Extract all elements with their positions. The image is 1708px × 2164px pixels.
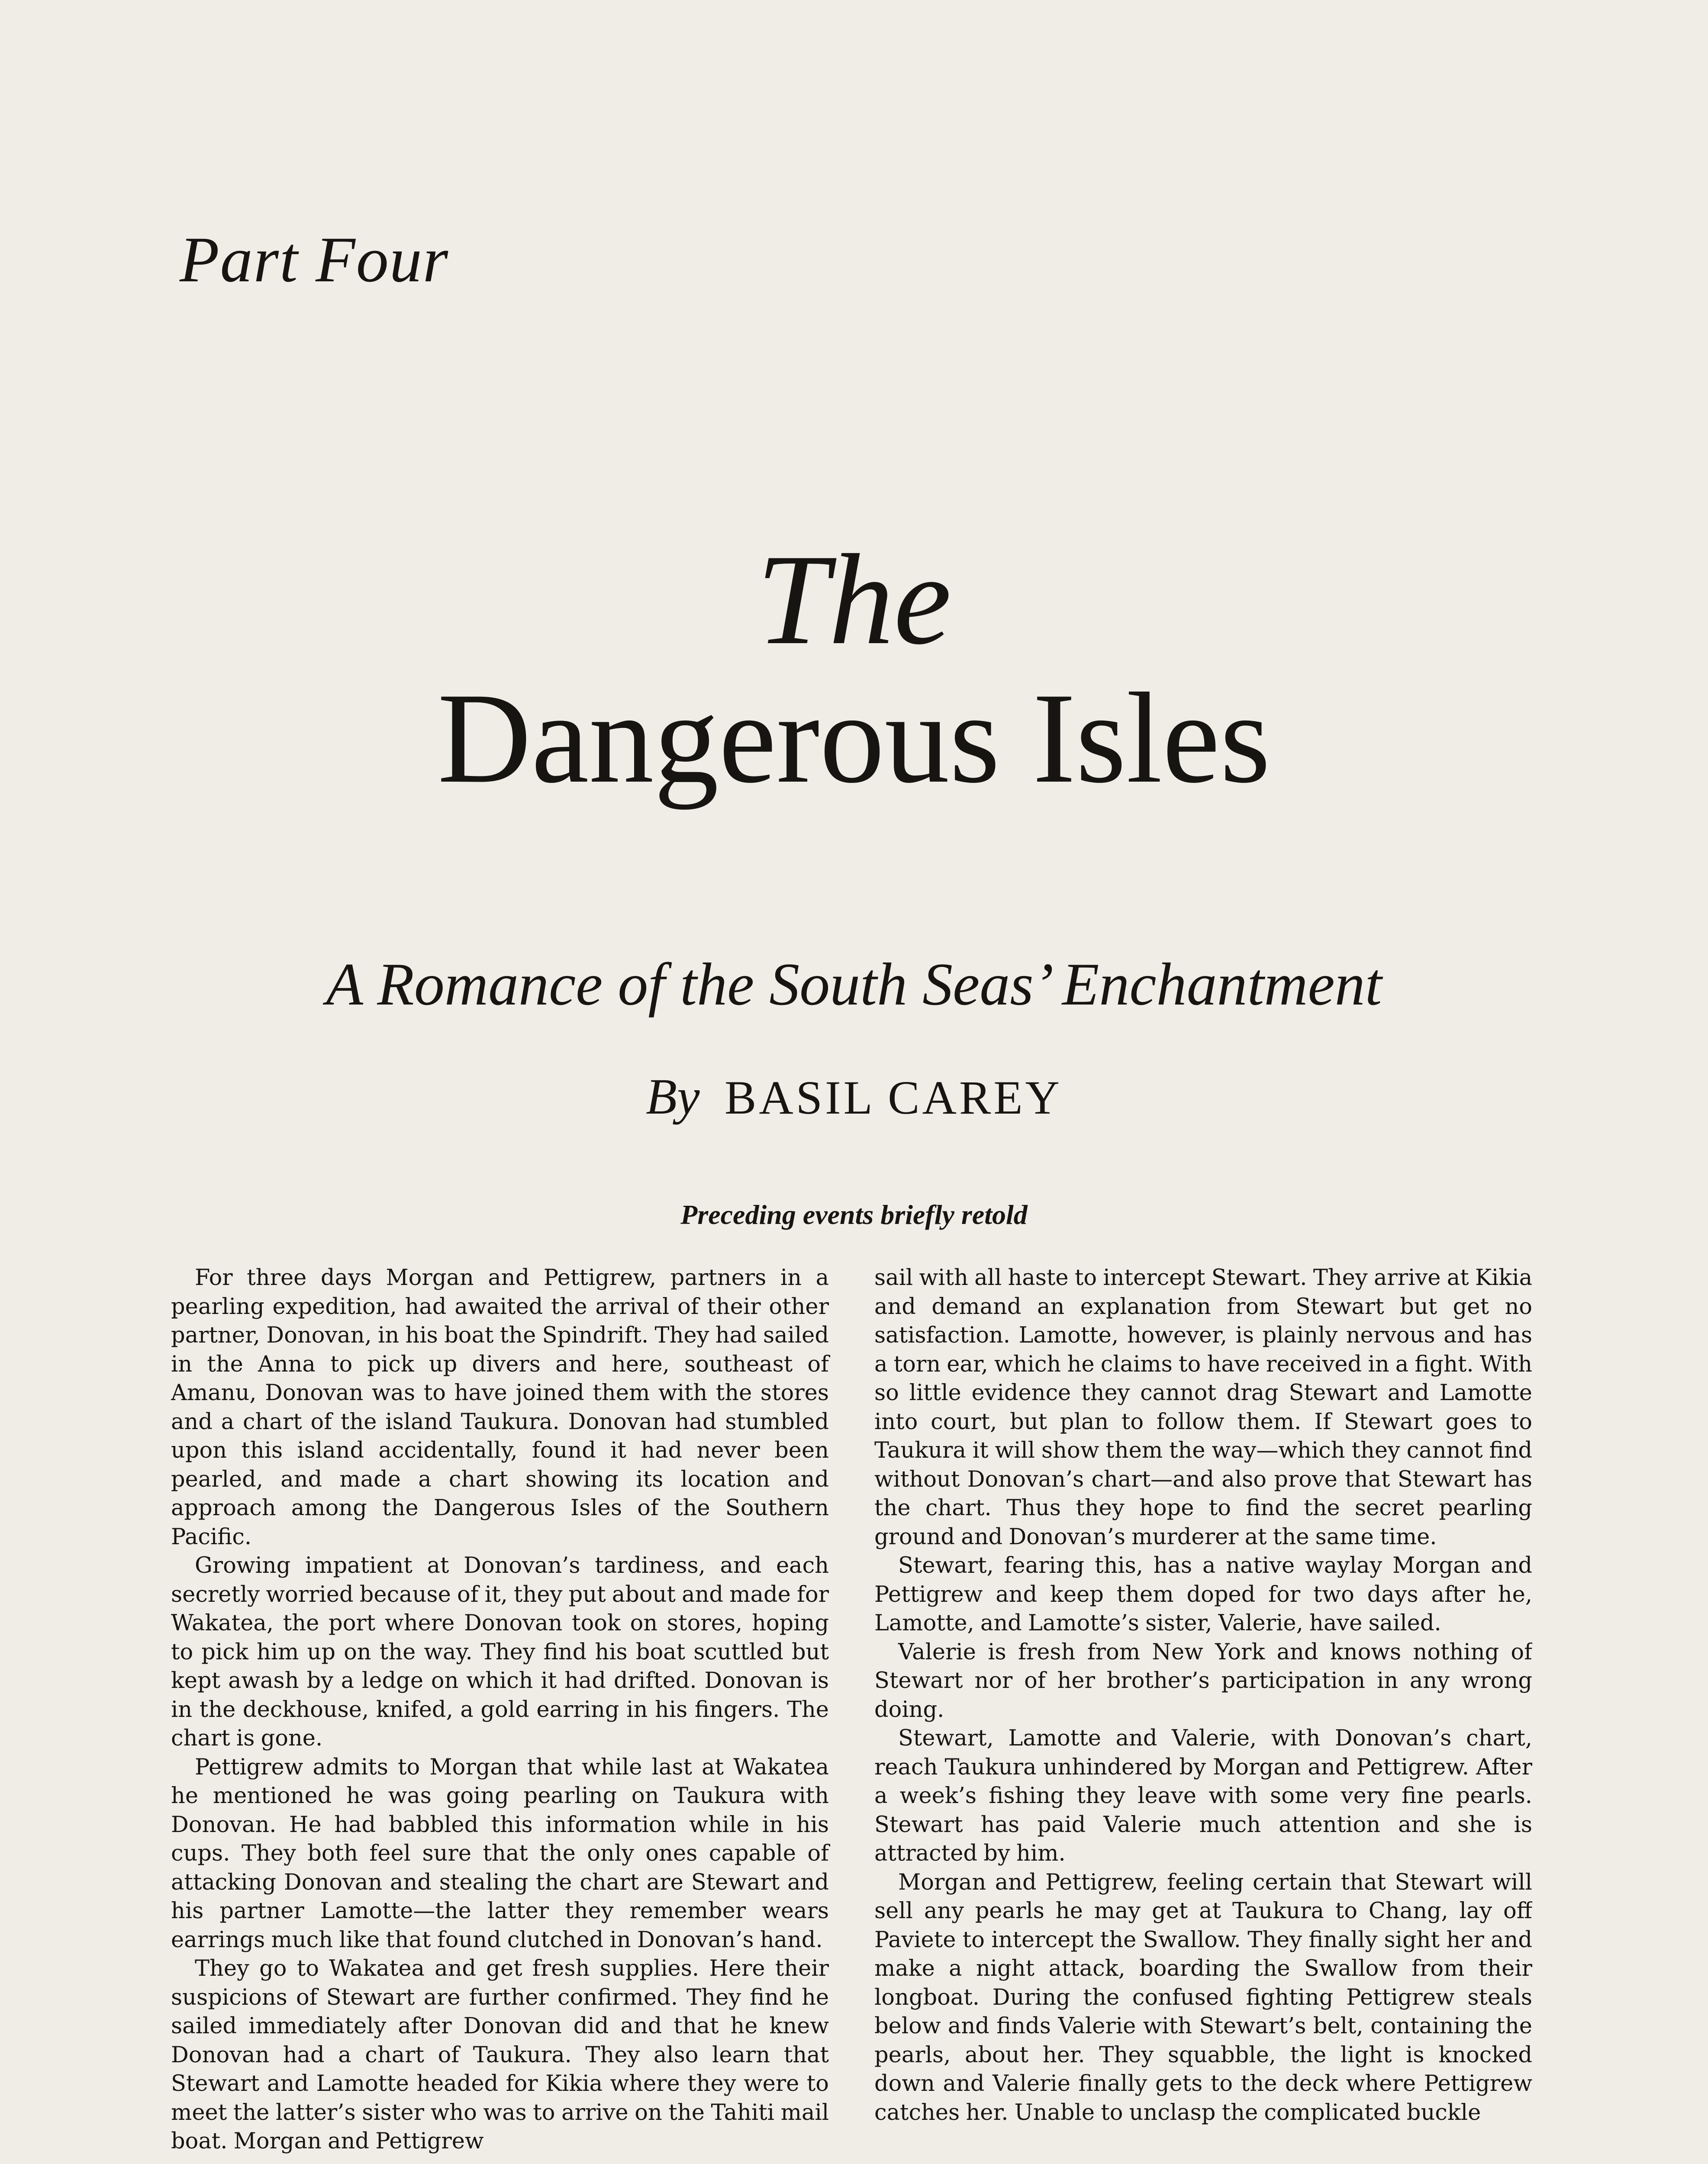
- story-subtitle: A Romance of the South Seas’ Enchantment: [326, 951, 1382, 1018]
- byline-by: By: [646, 1068, 700, 1125]
- title-line-the: The: [757, 528, 951, 671]
- author-name: BASIL CAREY: [724, 1071, 1062, 1124]
- synopsis-left-column: [171, 1264, 829, 2164]
- synopsis-paragraph: For three days Morgan and Pettigrew, partners in a pearling expedition, had awaited the arrival of their other partner, Donovan, in his boat the Spindrift. They had sailed in the Anna to pick up divers and here, southeast of Amanu, Donovan was to have joined them with the stores and a chart of the island Taukura. Donovan had stumbled upon this island accidentally, found it had never been pearled, and made a chart showing its location and approach among the Dangerous Isles of the Southern Pacific.: [171, 1265, 829, 1550]
- synopsis-paragraph: Stewart, fearing this, has a native waylay Morgan and Pettigrew and keep them doped for two days after he, Lamotte, and Lamotte’s sister, Valerie, have sailed.: [874, 1553, 1532, 1636]
- synopsis-heading: Preceding events briefly retold: [680, 1199, 1028, 1230]
- part-label: Part Four: [180, 224, 449, 296]
- synopsis-paragraph: Growing impatient at Donovan’s tardiness, and each secretly worried because of it, they put about and made for Wakatea, the port where Donovan took on stores, hoping to pick him up on the way. They find his boat scuttled but kept awash by a ledge on which it had drifted. Donovan is in the deckhouse, knifed, a gold earring in his fingers. The chart is gone.: [171, 1553, 829, 1751]
- synopsis-paragraph: Morgan and Pettigrew, feeling certain that Stewart will sell any pearls he may get at Taukura to Chang, lay off Paviete to intercept the Swallow. They finally sight her and make a night attack, boarding the Swallow from their longboat. During the confused fighting Pettigrew steals below and finds Valerie with Stewart’s belt, containing the pearls, about her. They squabble, the light is knocked down and Valerie finally gets to the deck where Pettigrew catches her. Unable to unclasp the complicated buckle: [874, 1869, 1532, 2125]
- synopsis-paragraph: Stewart, Lamotte and Valerie, with Donovan’s chart, reach Taukura unhindered by Morgan and Pettigrew. After a week’s fishing they leave with some very fine pearls. Stewart has paid Valerie much attention and she is attracted by him.: [874, 1726, 1532, 1866]
- synopsis-paragraph: They go to Wakatea and get fresh supplies. Here their suspicions of Stewart are further confirmed. They find he sailed immediately after Donovan did and that he knew Donovan had a chart of Taukura. They also learn that Stewart and Lamotte headed for Kikia where they were to meet the latter’s sister who was to arrive on the Tahiti mail boat. Morgan and Pettigrew: [171, 1956, 829, 2154]
- story-title: Dangerous Isles: [437, 666, 1271, 810]
- synopsis-columns: [171, 1264, 1532, 2164]
- synopsis-paragraph: Pettigrew admits to Morgan that while last at Wakatea he mentioned he was going pearling on Taukura with Donovan. He had babbled this information while in his cups. They both feel sure that the only ones capable of attacking Donovan and stealing the chart are Stewart and his partner Lamotte—the latter they remember wears earrings much like that found clutched in Donovan’s hand.: [171, 1754, 829, 1953]
- synopsis-paragraph-continued: sail with all haste to intercept Stewart. They arrive at Kikia and demand an explanation from Stewart but get no satisfaction. Lamotte, however, is plainly nervous and has a torn ear, which he claims to have received in a fight. With so little evidence they cannot drag Stewart and Lamotte into court, but plan to follow them. If Stewart goes to Taukura it will show them the way—which they cannot find without Donovan’s chart—and also prove that Stewart has the chart. Thus they hope to find the secret pearling ground and Donovan’s murderer at the same time.: [874, 1265, 1532, 1550]
- synopsis-right-column: [874, 1264, 1532, 2164]
- synopsis-paragraph: Valerie is fresh from New York and knows nothing of Stewart nor of her brother’s participation in any wrong doing.: [874, 1639, 1532, 1723]
- byline: [0, 1068, 1708, 1125]
